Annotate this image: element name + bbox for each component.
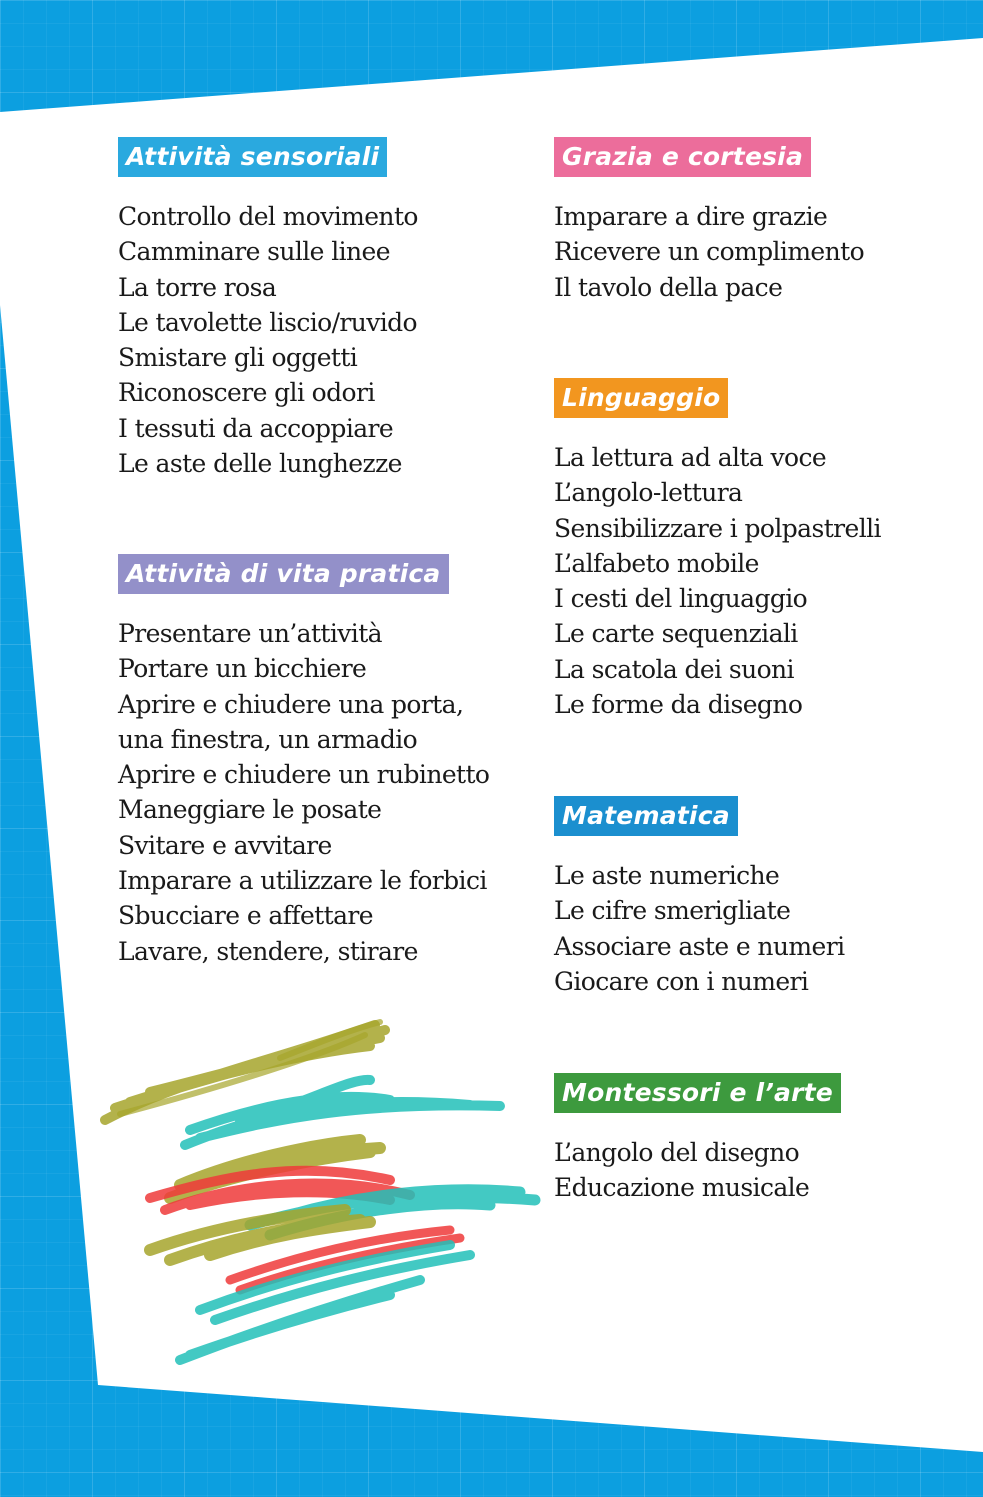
list-item: Giocare con i numeri [554, 966, 809, 996]
section-vita-pratica [118, 554, 489, 969]
list-item: Le tavolette liscio/ruvido [118, 307, 418, 337]
heading-vita-pratica: Attività di vita pratica [118, 554, 449, 594]
list-matematica [554, 858, 844, 999]
list-item: Sensibilizzare i polpastrelli [554, 513, 881, 543]
list-item: Ricevere un complimento [554, 237, 865, 267]
list-item: L’angolo-lettura [554, 478, 743, 508]
list-item: Portare un bicchiere [118, 654, 367, 684]
list-item: L’alfabeto mobile [554, 548, 759, 578]
list-item: Smistare gli oggetti [118, 343, 358, 373]
list-item: Le aste numeriche [554, 861, 780, 890]
list-item: Aprire e chiudere una porta, [118, 689, 464, 719]
list-item: Le forme da disegno [554, 690, 803, 720]
list-item: Imparare a dire grazie [554, 202, 828, 231]
list-item: L’angolo del disegno [554, 1138, 800, 1167]
list-item: La scatola dei suoni [554, 654, 794, 684]
list-sensoriali [118, 199, 418, 481]
crayon-scribble-icon [90, 1010, 550, 1380]
list-item: Camminare sulle linee [118, 237, 390, 267]
list-item: Le cifre smerigliate [554, 896, 791, 926]
list-item: Educazione musicale [554, 1173, 810, 1203]
list-grazia [554, 199, 864, 305]
list-item: Presentare un’attività [118, 619, 382, 648]
list-item: una finestra, un armadio [118, 724, 418, 754]
heading-sensoriali: Attività sensoriali [118, 137, 387, 177]
heading-linguaggio: Linguaggio [554, 378, 728, 418]
list-item: Maneggiare le posate [118, 795, 382, 825]
section-sensoriali [118, 137, 418, 481]
list-item: Riconoscere gli odori [118, 378, 375, 408]
list-item: Lavare, stendere, stirare [118, 936, 418, 966]
section-linguaggio [554, 378, 881, 722]
scribble-teal-stroke [185, 1080, 500, 1145]
list-item: Controllo del movimento [118, 202, 418, 231]
list-item: Sbucciare e affettare [118, 901, 373, 931]
list-item: Le carte sequenziali [554, 619, 798, 649]
list-item: Il tavolo della pace [554, 272, 783, 302]
list-vita-pratica [118, 616, 489, 969]
list-item: Associare aste e numeri [554, 931, 845, 961]
list-item: I tessuti da accoppiare [118, 413, 394, 443]
list-arte [554, 1135, 841, 1206]
section-grazia [554, 137, 864, 305]
heading-arte: Montessori e l’arte [554, 1073, 841, 1113]
list-item: La lettura ad alta voce [554, 443, 827, 472]
list-item: Svitare e avvitare [118, 830, 332, 860]
list-item: I cesti del linguaggio [554, 584, 808, 614]
list-item: Aprire e chiudere un rubinetto [118, 760, 490, 790]
list-item: La torre rosa [118, 272, 277, 302]
list-item: Le aste delle lunghezze [118, 449, 402, 479]
section-arte [554, 1073, 841, 1206]
list-linguaggio [554, 440, 881, 722]
list-item: Imparare a utilizzare le forbici [118, 866, 487, 896]
heading-grazia: Grazia e cortesia [554, 137, 811, 177]
section-matematica [554, 796, 844, 999]
heading-matematica: Matematica [554, 796, 738, 836]
